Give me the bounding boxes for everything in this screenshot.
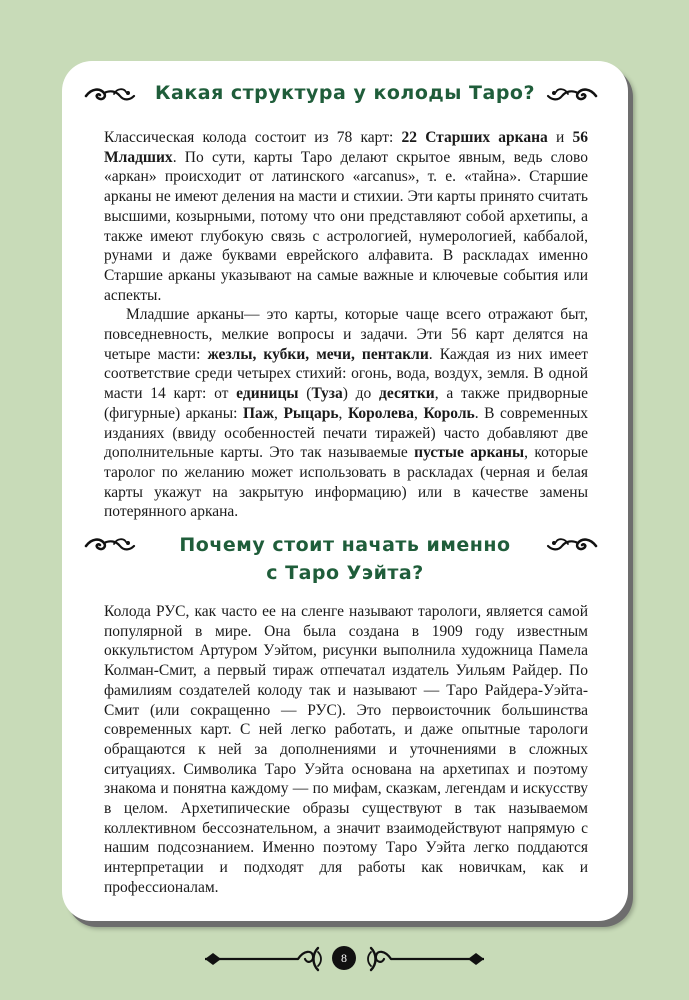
- footer-right-flourish-icon: [368, 948, 484, 970]
- section-2-title-line-2: с Таро Уэйта?: [266, 562, 424, 584]
- section-1-title: [62, 79, 628, 107]
- text-run: . В современных изданиях (ввиду особенностей печати тиражей) часто добавляют две дополнительные карты. Это так называемые: [104, 404, 589, 462]
- text-run: . По сути, карты Таро делают скрытое явным, ведь слово «аркан» происходит от латинского «arcanus», т. е. «тайна». Старшие арканы не имеют деления на масти и стихии. Эти карты принято считать высшими, козырными, потому что они представляют собой архетипы, а также имеют глубокую связь с астрологией, нумерологией, каббалой, рунами и даже буквами еврейского алфавита. В раскладах именно Старшие арканы указывают на самые важные и ключевые события или аспекты.: [104, 148, 588, 304]
- text-run: , а также придворные (фигурные) арканы:: [104, 385, 588, 422]
- bold-text-run: Туза: [311, 385, 343, 403]
- text-run: ,: [338, 404, 348, 422]
- bold-text-run: Король: [423, 404, 475, 422]
- bold-text-run: десятки: [379, 385, 435, 403]
- text-run: , которые таролог по желанию может использовать в раскладах (черная и белая карты укажут на закрытую информацию) или в качестве замены потерянного аркана.: [104, 444, 589, 521]
- ornament-right-icon: [546, 84, 598, 108]
- text-run: Колода РУС, как часто ее на сленге называют тарологи, является самой популярной в мире. Она была создана в 1909 году известным оккультистом Артуром Уэйтом, рисунки выполнила художница Памела Колман-Смит, а первый тираж отпечатал издатель Уильям Райдер. По фамилиям создателей колоду так и называют — Таро Райдера-Уэйта-Смит (или сокращенно — РУС). Это первоисточник большинства современных карт. С ней легко работать, и даже опытные тарологи обращаются к ней за дополнениями и уточнениями в сложных ситуациях. Символика Таро Уэйта основана на архетипах и поэтому знакома и понятна каждому — по мифам, сказкам, легендам и искусству в целом. Архетипические образы существуют в так называемом коллективном бессознательном, а значит взаимодействуют напрямую с нашим подсознанием. Именно поэтому Таро Уэйта легко поддаются интерпретации и подходят для работы как новичкам, как и профессионалам.: [104, 603, 588, 896]
- text-run: Младшие арканы— это карты, которые чаще всего отражают быт, повседневность, мелкие вопросы и задачи. Эти 56 карт делятся на четыре масти:: [104, 306, 588, 363]
- bold-text-run: 56 Младших: [104, 129, 588, 166]
- bold-text-run: жезлы, кубки, мечи, пентакли: [207, 345, 429, 363]
- page-card: [62, 61, 628, 921]
- text-run: Классическая колода состоит из 78 карт:: [104, 129, 402, 146]
- bold-text-run: 22 Старших аркана: [401, 129, 548, 146]
- ornament-right-icon: [546, 534, 598, 558]
- text-run: ) до: [342, 385, 380, 403]
- text-run: ,: [414, 404, 424, 422]
- section-1-paragraph-1: [104, 128, 588, 305]
- section-2-title: [62, 531, 628, 587]
- page-number: 8: [332, 946, 356, 970]
- bold-text-run: единицы: [236, 385, 299, 403]
- text-run: . Каждая из них имеет соответствие среди четырех стихий: огонь, вода, воздух, земля. В одной масти 14 карт: от: [104, 345, 588, 403]
- bold-text-run: Рыцарь: [283, 404, 339, 422]
- section-2-body: [104, 602, 588, 898]
- section-1-body: [104, 128, 588, 522]
- text-run: и: [547, 129, 573, 146]
- section-1-paragraph-2: [104, 305, 588, 522]
- text-run: ,: [274, 404, 284, 422]
- section-1-title-text: Какая структура у колоды Таро?: [155, 82, 535, 104]
- section-2-title-line-1: Почему стоит начать именно: [179, 534, 511, 556]
- bold-text-run: Королева: [347, 404, 415, 422]
- bold-text-run: пустые арканы: [414, 444, 525, 462]
- section-2-paragraph-1: [104, 602, 588, 898]
- text-run: (: [298, 385, 312, 403]
- bold-text-run: Паж: [243, 404, 275, 422]
- footer-left-flourish-icon: [205, 948, 321, 970]
